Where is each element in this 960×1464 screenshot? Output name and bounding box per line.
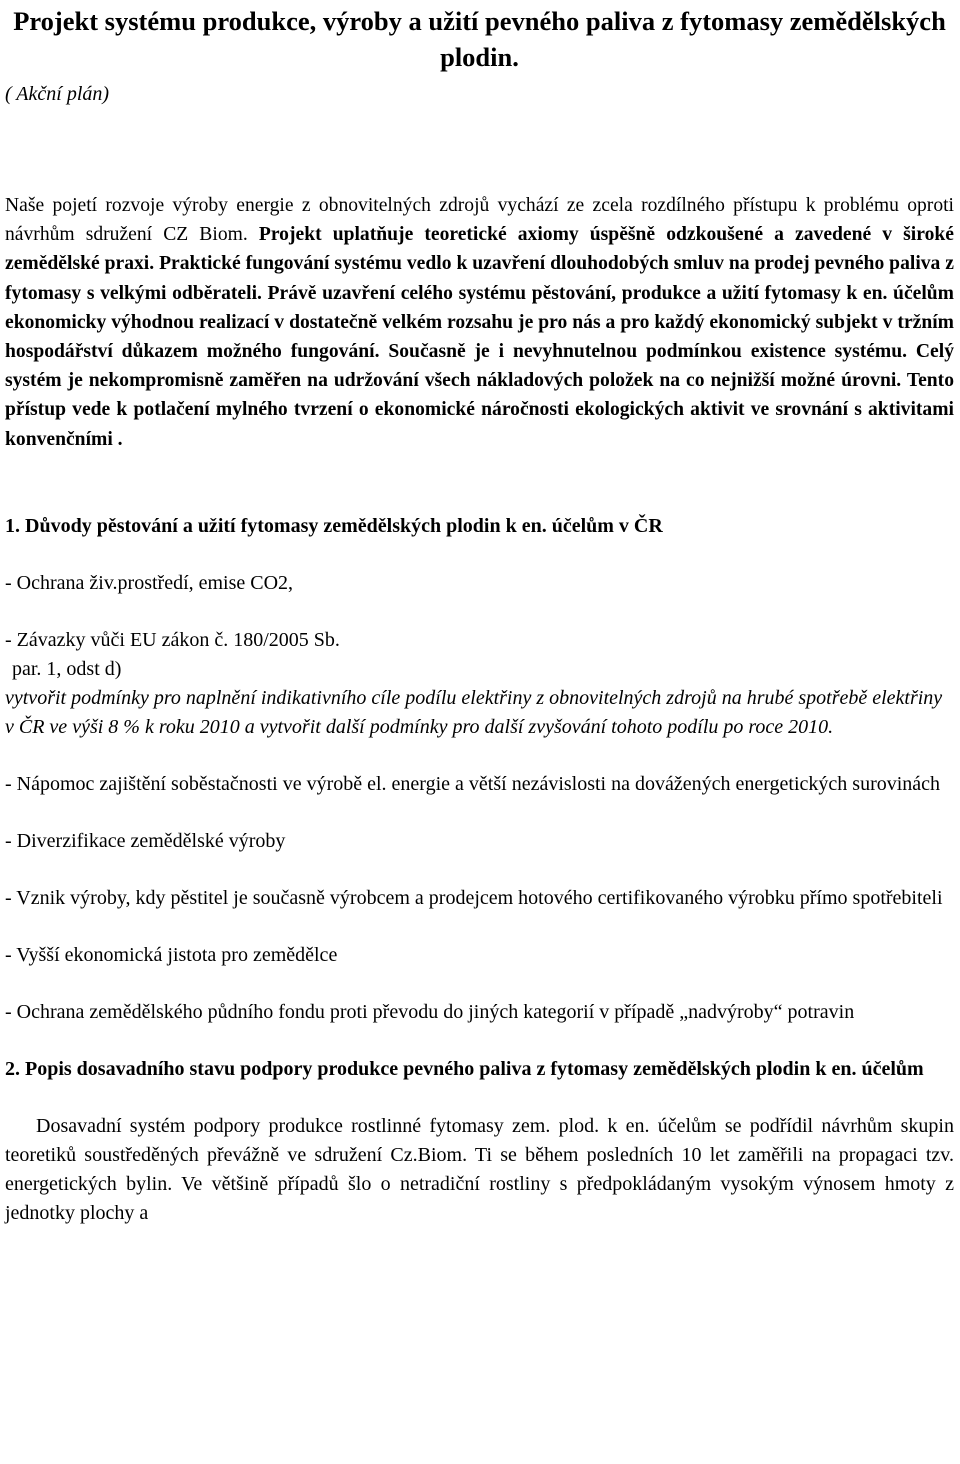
spacer [5,856,954,884]
spacer [5,541,954,569]
law-quote: vytvořit podmínky pro naplnění indikativního cíle podílu elektřiny z obnovitelných zdrojů na hrubé spotřebě elektřiny v ČR ve výši 8 % k roku 2010 a vytvořit další podmínky pro další zvyšování tohoto podílu po roce 2010. [5,686,943,738]
law-paragraph-reference: par. 1, odst d) [12,657,122,680]
section-2-paragraph: Dosavadní systém podpory produkce rostlinné fytomasy zem. plod. k en. účelům se podřídil návrhům skupin teoretiků soustředěných převážně ve sdružení Cz.Biom. Ti se během posledních 10 let zaměřili na propagaci tzv. energetických bylin. Ve většině případů šlo o netradiční rostliny s předpokládaným vysokým výnosem hmoty z jednotky plochy a [5,1114,954,1224]
spacer [5,1084,954,1112]
spacer [5,799,954,827]
spacer [5,454,954,512]
intro-bold-text: Projekt uplatňuje teoretické axiomy úspěšně odzkoušené a zavedené v široké zemědělské praxi. Praktické fungování systému vedlo k uzavření dlouhodobých smluv na prodej pevného paliva z fytomasy s velkými odběrateli. Právě uzavření celého systému pěstování, produkce a užití fytomasy k en. účelům ekonomicky výhodnou realizací v dostatečně velkém rozsahu je pro nás a pro každý ekonomický subjekt v tržním hospodářství důkazem možného fungování. Současně je i nevyhnutelnou podmínkou existence systému. Celý systém je nekompromisně zaměřen na udržování všech nákladových položek na co nejnižší možné úrovni. Tento přístup vede k potlačení mylného tvrzení o ekonomické náročnosti ekologických aktivit ve srovnání s aktivitami konvenčními . [5,224,954,450]
document-title: Projekt systému produkce, výroby a užití pevného paliva z fytomasy zemědělských plodin. [13,6,946,72]
spacer [5,913,954,941]
intro-plain-text: Naše pojetí rozvoje výroby energie z obnovitelných zdrojů vychází ze zcela rozdílného přístupu k problému oproti návrhům sdružení CZ Biom. [5,195,954,246]
section-2-heading: 2. Popis dosavadního stavu podpory produkce pevného paliva z fytomasy zemědělských plodin k en. účelům [5,1057,924,1080]
intro-paragraph [5,191,954,454]
reason-soil-protection: - Ochrana zemědělského půdního fondu proti převodu do jiných kategorií v případě „nadvýroby“ potravin [5,1000,855,1023]
reason-diversification: - Diverzifikace zemědělské výroby [5,829,286,852]
reason-economic-security: - Vyšší ekonomická jistota pro zemědělce [5,943,338,966]
section-1-heading: 1. Důvody pěstování a užití fytomasy zemědělských plodin k en. účelům v ČR [5,514,663,537]
spacer [5,1027,954,1055]
spacer [5,970,954,998]
document-subtitle: ( Akční plán) [5,83,110,105]
spacer [5,742,954,770]
reason-self-sufficiency: - Nápomoc zajištění soběstačnosti ve výrobě el. energie a větší nezávislosti na dovážených energetických surovinách [5,772,941,795]
spacer [5,598,954,626]
reason-environment: - Ochrana živ.prostředí, emise CO2, [5,571,294,594]
reason-eu-obligations: - Závazky vůči EU zákon č. 180/2005 Sb. [5,628,340,651]
reason-production: - Vznik výroby, kdy pěstitel je současně výrobcem a prodejcem hotového certifikovaného výrobku přímo spotřebiteli [5,886,943,909]
